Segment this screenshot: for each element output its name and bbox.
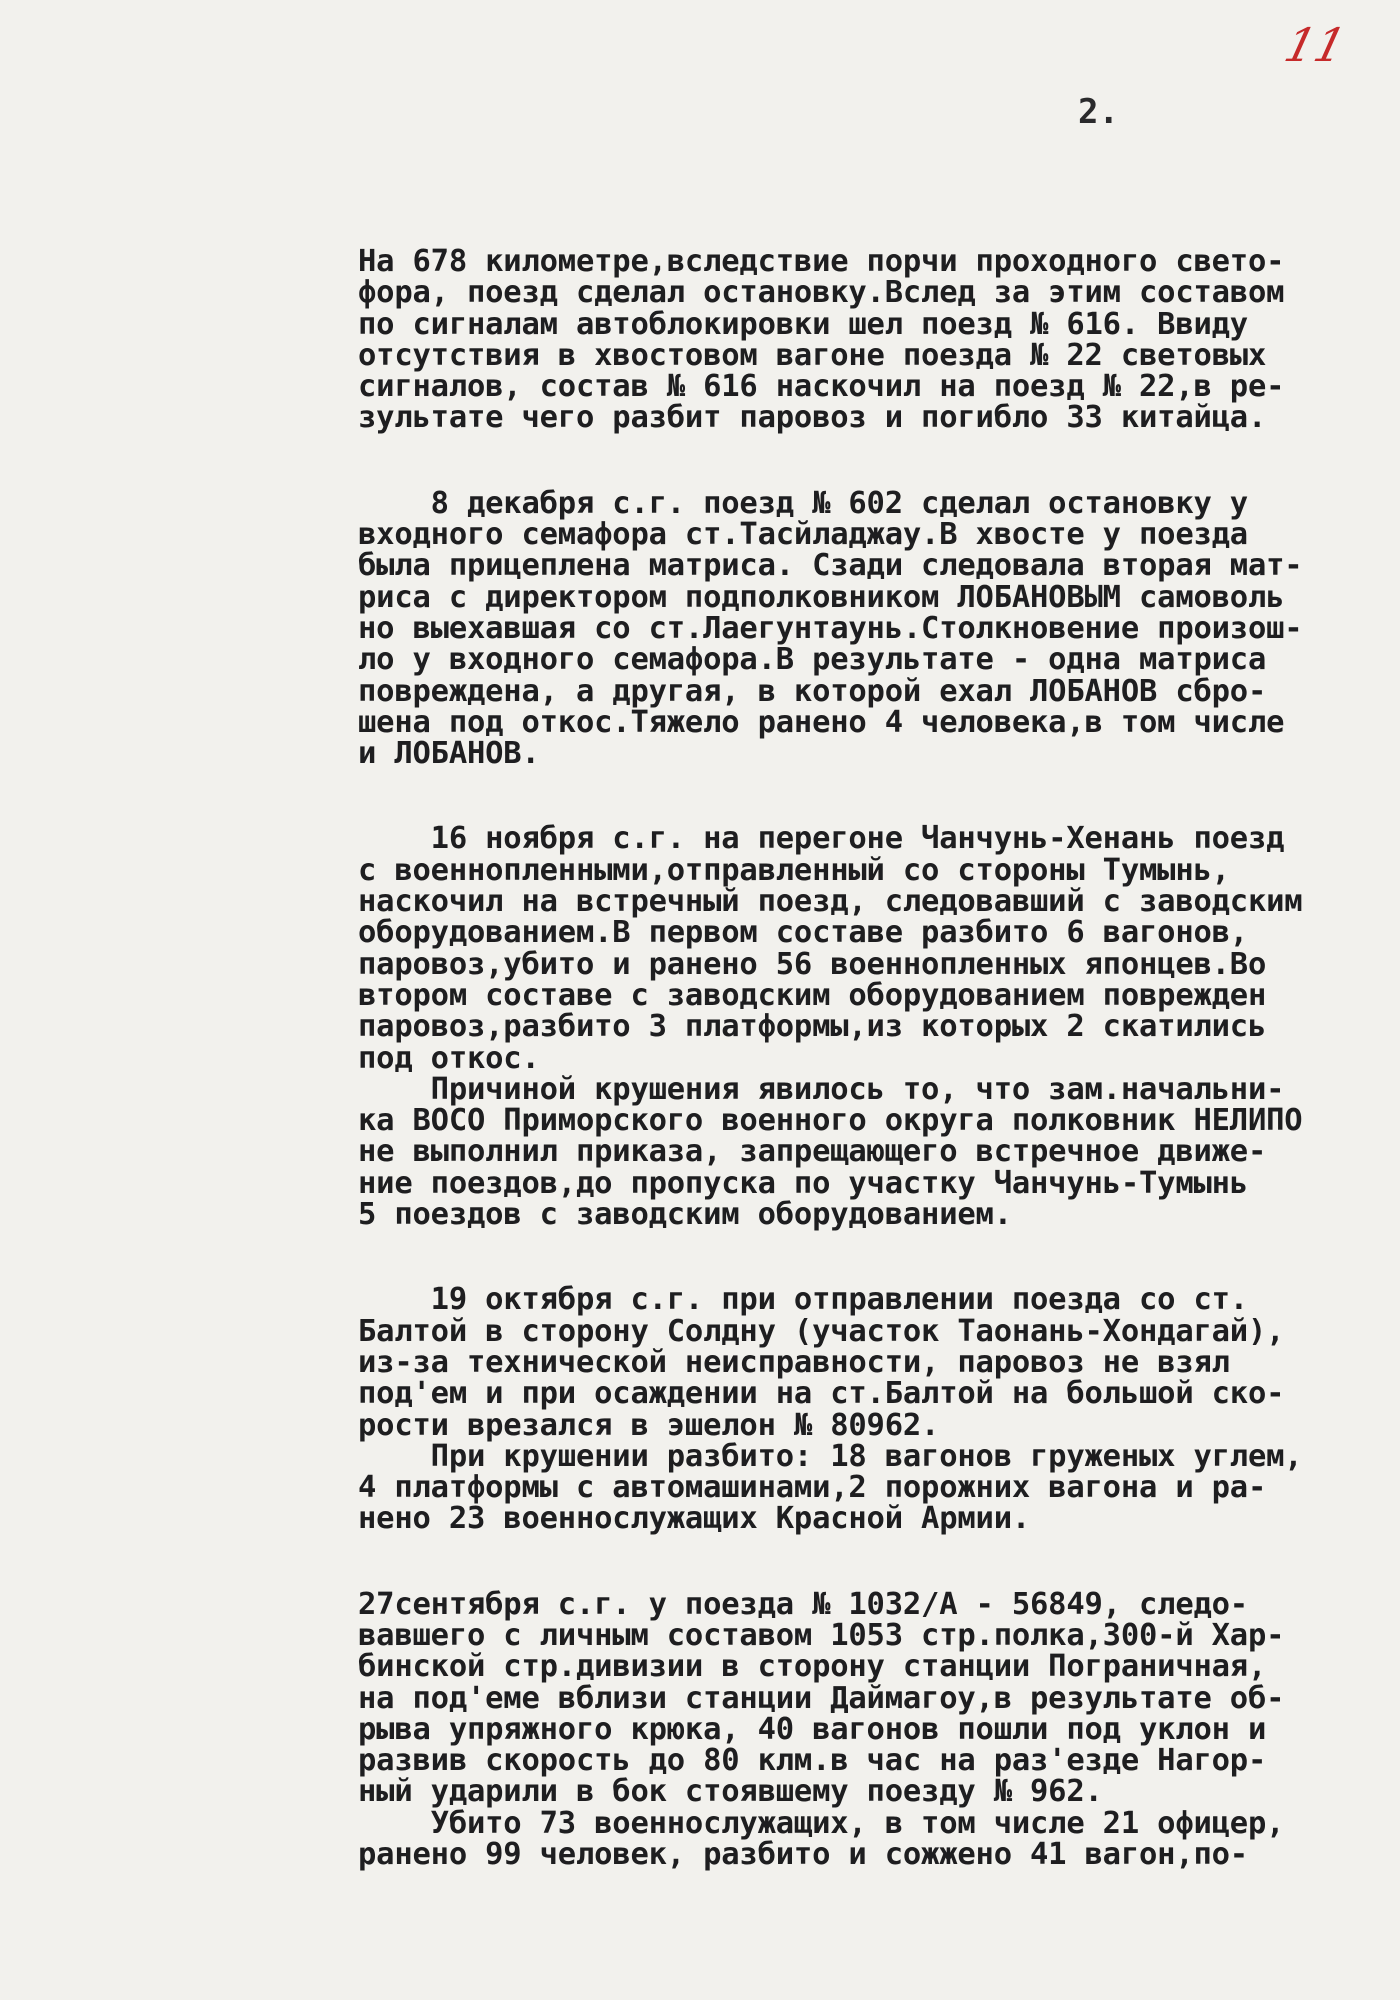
text-line: 4 платформы с автомашинами,2 порожних вагона и ра- [358,1470,1267,1506]
text-line: 16 ноября с.г. на перегоне Чанчунь-Хенань поезд [358,821,1285,857]
text-line: На 678 километре,вследствие порчи проходного свето- [358,244,1285,279]
text-line: рыва упряжного крюка, 40 вагонов пошли под уклон и [358,1711,1267,1747]
text-line: Убито 73 военнослужащих, в том числе 21 офицер, [358,1805,1285,1841]
text-line: с военнопленными,отправленный со стороны Тумынь, [358,852,1230,888]
text-line: ло у входного семафора.В результате - одна матриса [358,642,1267,678]
paragraph-gap [358,434,1388,488]
text-line: нено 23 военнослужащих Красной Армии. [358,1501,1031,1537]
text-line: Балтой в сторону Солдну (участок Таонань-Хондагай), [358,1313,1285,1349]
text-line: из-за технической неисправности, паровоз не взял [358,1344,1230,1380]
paragraph-3 [358,821,1388,1233]
text-line: 19 октября с.г. при отправлении поезда со ст. [358,1282,1248,1318]
text-line: рости врезался в эшелон № 80962. [358,1407,940,1443]
text-line: ранено 99 человек, разбито и сожжено 41 вагон,по- [358,1837,1248,1873]
text-line: на под'еме вблизи станции Даймагоу,в результате об- [358,1680,1285,1716]
text-line: При крушении разбито: 18 вагонов груженых углем, [358,1438,1303,1474]
paragraph-gap [358,1535,1388,1589]
text-line: повреждена, а другая, в которой ехал ЛОБАНОВ сбро- [358,673,1267,709]
text-line: развив скорость до 80 клм.в час на раз'езде Нагор- [358,1743,1267,1779]
text-line: наскочил на встречный поезд, следовавший с заводским [358,884,1303,920]
paragraph-gap [358,769,1388,823]
text-line: отсутствия в хвостовом вагоне поезда № 22 световых [358,337,1267,373]
text-line: ный ударили в бок стоявшему поезду № 962. [358,1774,1103,1810]
text-line: втором составе с заводским оборудованием поврежден [358,977,1267,1013]
text-line: но выехавшая со ст.Лаегунтаунь.Столкновение произош- [358,610,1303,646]
text-line: 27сентября с.г. у поезда № 1032/А - 56849, следо- [358,1586,1248,1622]
text-line: 8 декабря с.г. поезд № 602 сделал остановку у [358,485,1248,521]
text-line: шена под откос.Тяжело ранено 4 человека,в том числе [358,704,1285,740]
text-line: вавшего с личным составом 1053 стр.полка,300-й Хар- [358,1617,1285,1653]
text-line: под откос. [358,1040,540,1076]
paragraph-1 [358,246,1388,434]
text-line: паровоз,разбито 3 платформы,из которых 2 скатились [358,1009,1267,1045]
text-line: под'ем и при осаждении на ст.Балтой на большой ско- [358,1376,1285,1412]
page-number: 2. [1078,92,1119,132]
text-line: и ЛОБАНОВ. [358,736,540,772]
text-line: риса с директором подполковником ЛОБАНОВЫМ самоволь [358,579,1285,615]
paragraph-5 [358,1586,1388,1873]
text-line: паровоз,убито и ранено 56 военнопленных японцев.Во [358,946,1267,982]
paragraph-gap [358,1230,1388,1284]
text-line: зультате чего разбит паровоз и погибло 33 китайца. [358,400,1267,436]
archive-page-mark: 11 [1279,18,1352,72]
text-line: по сигналам автоблокировки шел поезд № 616. Ввиду [358,306,1248,342]
text-line: ние поездов,до пропуска по участку Чанчунь-Тумынь [358,1165,1248,1201]
text-line: оборудованием.В первом составе разбито 6 вагонов, [358,915,1248,951]
paragraph-2 [358,485,1388,772]
paragraph-4 [358,1282,1388,1537]
text-line: ка ВОСО Приморского военного округа полковник НЕЛИПО [358,1103,1303,1139]
text-line: была прицеплена матриса. Сзади следовала вторая мат- [358,548,1303,584]
text-line: фора, поезд сделал остановку.Вслед за этим составом [358,275,1285,311]
document-body [358,244,1388,1873]
text-line: 5 поездов с заводским оборудованием. [358,1197,1012,1233]
text-line: сигналов, состав № 616 наскочил на поезд № 22,в ре- [358,369,1285,405]
text-line: бинской стр.дивизии в сторону станции Пограничная, [358,1649,1267,1685]
text-line: входного семафора ст.Тасйладжау.В хвосте у поезда [358,517,1248,553]
text-line: Причиной крушения явилось то, что зам.начальни- [358,1071,1285,1107]
text-line: не выполнил приказа, запрещающего встречное движе- [358,1134,1267,1170]
